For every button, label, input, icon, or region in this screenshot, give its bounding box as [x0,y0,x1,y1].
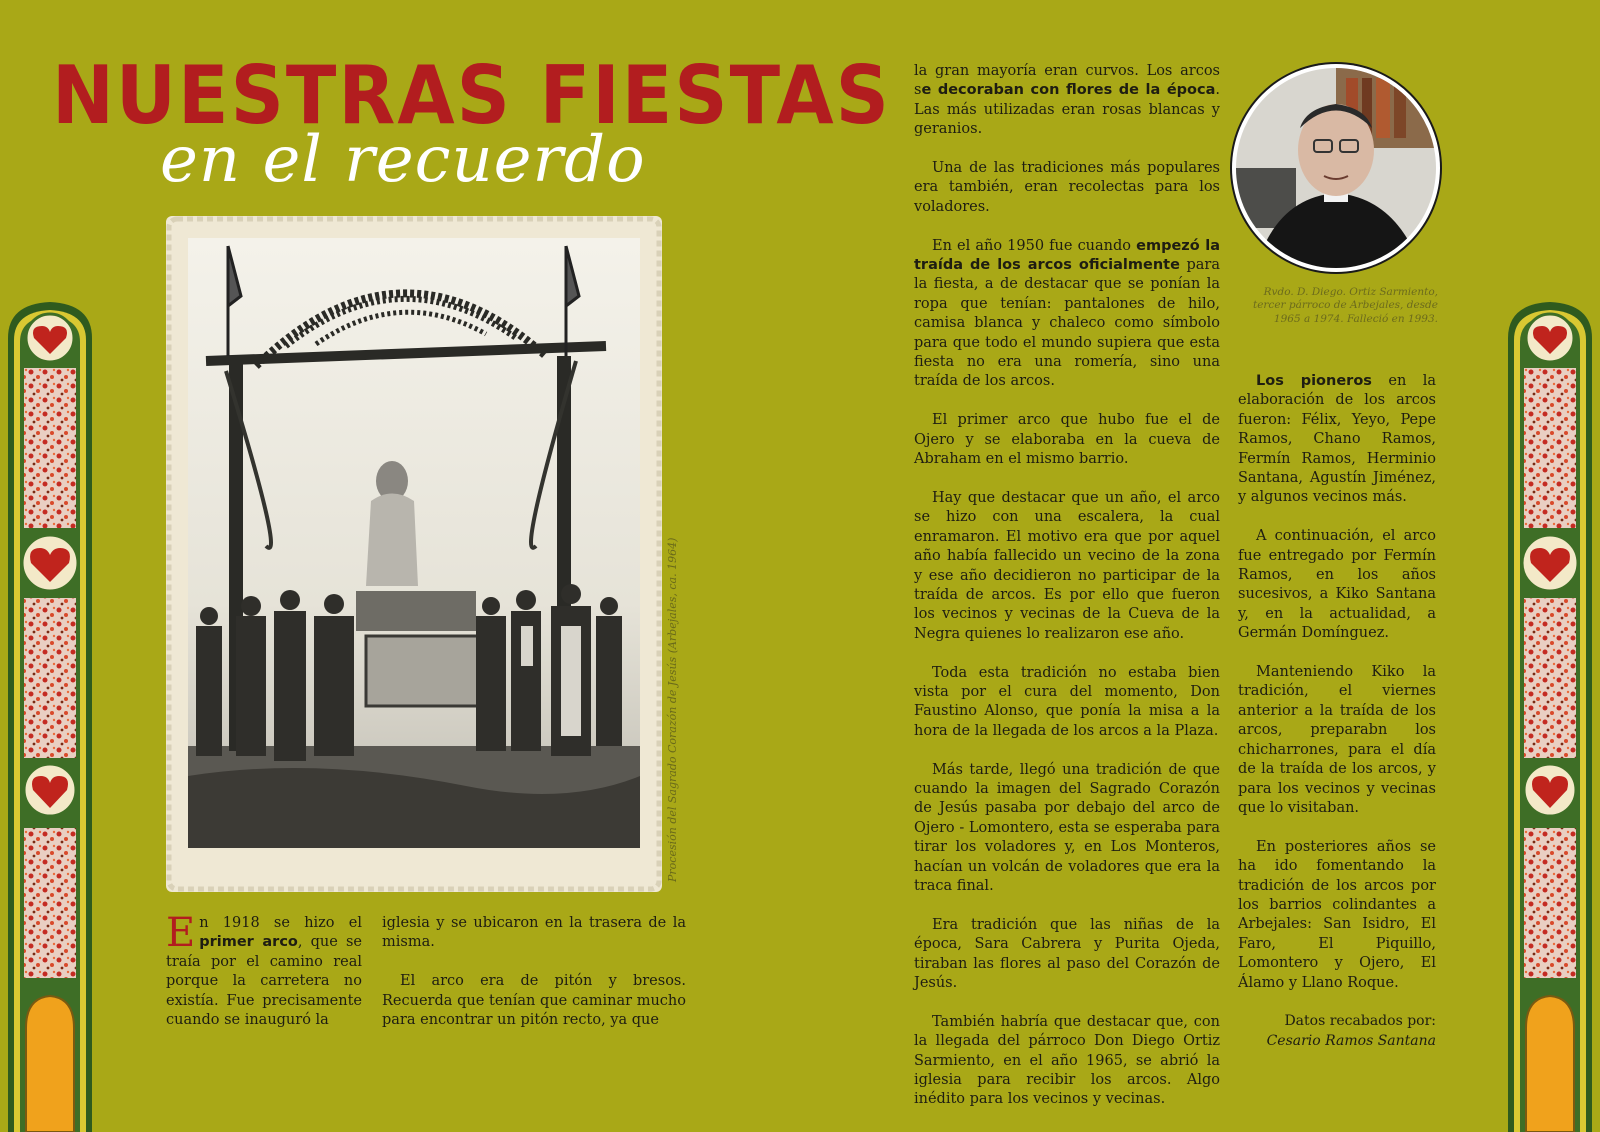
heart-ornament-1 [26,314,74,362]
heart-ornament-2 [22,535,78,591]
heart-ornament-5 [1522,535,1578,591]
heart-ornament-3 [24,764,76,816]
page-title: NUESTRAS FIESTAS [52,49,891,143]
credit: Datos recabados por: Cesario Ramos Santana [1266,1013,1436,1049]
right-article-col1: la gran mayoría eran curvos. Los arcos se decoraban con flores de la época. Las más utilizadas eran rosas blancas y geranios. Una de las tradiciones más populares era también, eran recolectas para los voladores. En el año 1950 fue cuando empezó la traída de los arcos oficialmente para la fiesta, a de destacar que se ponían la ropa que tenían: pantalones de hilo, camisa blanca y chaleco como símbolo para que todo el mundo supiera que esta fiesta no era una romería, sino una traída de los arcos. El primer arco que hubo fue el de Ojero y se elaboraba en la cueva de Abraham en el mismo barrio. Hay que destacar que un año, el arco se hizo con una escalera, la cual enramaron. El motivo era que por aquel año había fallecido un vecino de la zona y ese año decidieron no participar de la traída de arcos. Es por ello que fueron los vecinos y vecinas de la Cueva de la Negra quienes lo realizaron ese año. Toda esta tradición no estaba bien vista por el cura del momento, Don Faustino Alonso, que ponía la misa a la hora de la llegada de los arcos a la Plaza. Más tarde, llegó una tradición de que cuando la imagen del Sagrado Corazón de Jesús pasaba por debajo del arco de Ojero - Lomontero, esta se esperaba para tirar los voladores y, en Los Monteros, hacían un volcán de voladores que era la traca final. Era tradición que las niñas de la época, Sara Cabrera y Purita Ojeda, tiraban las flores al paso del Corazón de Jesús. También habría que destacar que, con la llegada del párroco Don Diego Ortiz Sarmiento, en el año 1965, se abrió la iglesia para recibir los arcos. Algo inédito para los vecinos y vecinas. [914,63,1220,1108]
right-article-col2: Los pioneros en la elaboración de los arcos fueron: Félix, Yeyo, Pepe Ramos, Chano Ramos, Fermín Ramos, Herminio Santana, Agustín Jiménez, y algunos vecinos más. A continuación, el arco fue entregado por Fermín Ramos, en los años sucesivos, a Kiko Santana y, en la actualidad, a Germán Domínguez. Manteniendo Kiko la tradición, el viernes anterior a la traída de los arcos, preparabn los chicharrones, para el día de la traída de los arcos, y para los vecinos y vecinas que lo visitaban. En posteriores años se ha ido fomentando la tradición de los arcos por los barrios colindantes a Arbejales: San Isidro, El Faro, El Piquillo, Lomontero y Ojero, El Álamo y Llano Roque. Datos recabados por: Cesario Ramos Santana [1238,372,1436,1051]
heart-ornament-6 [1524,764,1576,816]
decorative-pillar-right [1500,298,1600,1132]
decorative-pillar-left [0,298,100,1132]
vintage-procession-photo [166,216,662,892]
portrait-caption: Rvdo. D. Diego. Ortiz Sarmiento, tercer párroco de Arbejales, desde 1965 a 1974. Falleció en 1993. [1252,286,1438,325]
left-article-col1: En 1918 se hizo el primer arco, que se traía por el camino real porque la carretera no existía. Fue precisamente cuando se inauguró la [166,910,362,1029]
page-subtitle: en el recuerdo [160,123,646,197]
photo-caption: Procesión del Sagrado Corazón de Jesús (Arbejales, ca. 1964) [666,537,679,882]
priest-portrait [1236,68,1436,268]
left-article-col2: iglesia y se ubicaron en la trasera de la misma. El arco era de pitón y bresos. Recuerda que tenían que caminar mucho para encontrar un pitón recto, ya que [382,915,686,1029]
dropcap: E [166,910,196,956]
heart-ornament-4 [1526,314,1574,362]
